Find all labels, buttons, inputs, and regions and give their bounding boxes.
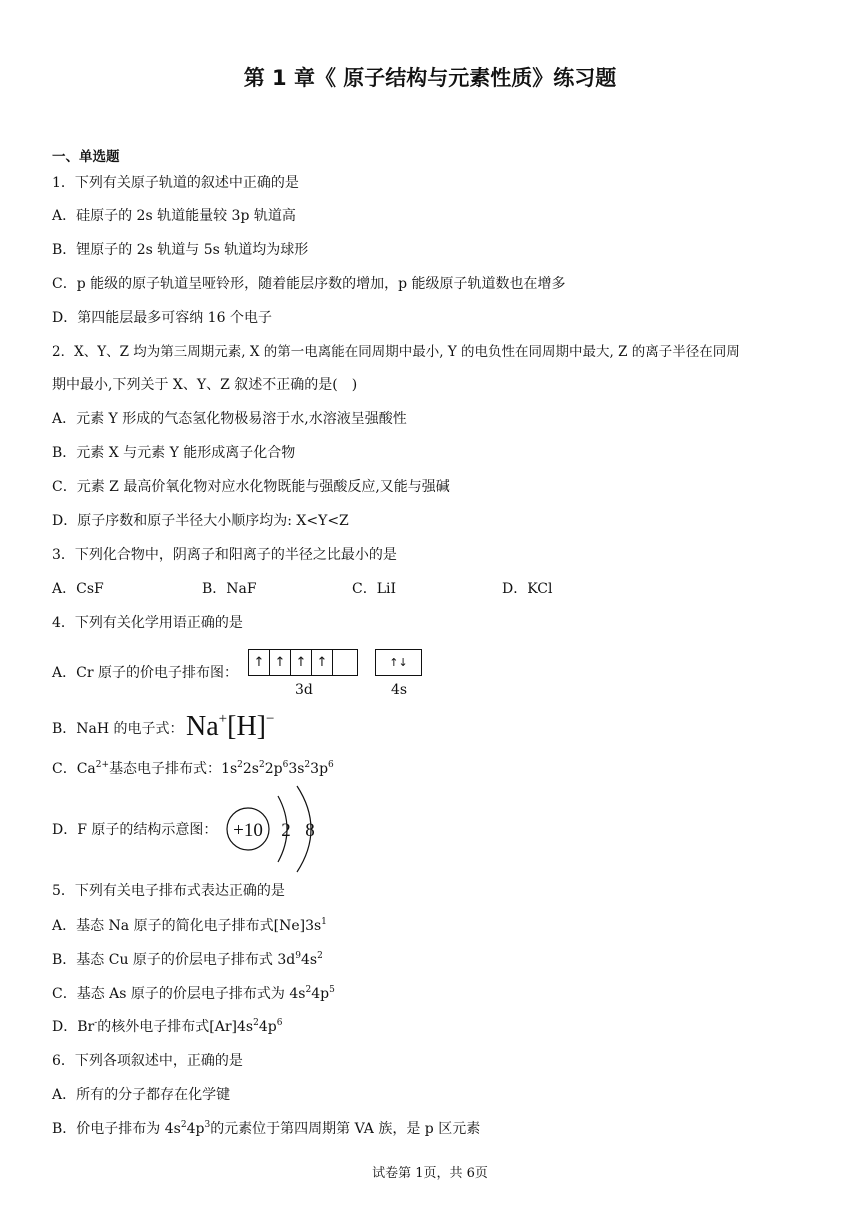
na-symbol: Na [186, 711, 219, 742]
hydride-bracket: [H] [227, 711, 266, 742]
question-6-option-a: A．所有的分子都存在化学键 [52, 1087, 231, 1103]
question-4-stem: 4．下列有关化学用语正确的是 [52, 615, 243, 631]
section-heading: 一、单选题 [52, 149, 120, 165]
question-5-stem: 5．下列有关电子排布式表达正确的是 [52, 883, 285, 899]
question-2-option-c: C．元素 Z 最高价氧化物对应水化物既能与强酸反应,又能与强碱 [52, 479, 450, 495]
question-2-stem-line2: 期中最小,下列关于 X、Y、Z 叙述不正确的是( ) [52, 377, 358, 393]
question-4-option-b: B．NaH 的电子式： [52, 721, 184, 737]
orbital-3d-label: 3d [295, 682, 313, 698]
orbital-3d-box [332, 649, 358, 676]
question-4-option-a: A．Cr 原子的价电子排布图： [52, 665, 238, 681]
nucleus-charge: +10 [233, 820, 263, 841]
question-4-option-c: C．$Ca^{2+}$基态电子排布式：$1s^22s^22p^63s^23p^6$ [52, 760, 334, 777]
question-6-stem: 6．下列各项叙述中，正确的是 [52, 1053, 243, 1069]
question-1-stem: 1．下列有关原子轨道的叙述中正确的是 [52, 175, 299, 191]
question-3-stem: 3．下列化合物中，阴离子和阳离子的半径之比最小的是 [52, 547, 397, 563]
question-2-option-d: D．原子序数和原子半径大小顺序均为: X<Y<Z [52, 513, 349, 529]
question-5-option-a: A．基态 Na 原子的简化电子排布式$[Ne]3s^1$ [52, 917, 327, 934]
orbital-3d-box: ↑ [269, 649, 291, 676]
orbital-4s-label: 4s [391, 682, 408, 698]
question-4-option-d: D．F 原子的结构示意图： [52, 822, 218, 838]
orbital-3d-box: ↑ [248, 649, 270, 676]
shell-1-electrons: 2 [281, 820, 291, 841]
orbital-3d-box: ↑ [311, 649, 333, 676]
na-charge: + [218, 711, 228, 727]
nah-electron-formula [186, 710, 274, 744]
question-3-option-d: D．KCl [502, 581, 553, 597]
orbital-4s-box: ↑↓ [375, 649, 422, 676]
question-3-option-c: C．LiI [352, 581, 397, 597]
question-6-option-b: B．价电子排布为 $4s^24p^3$的元素位于第四周期第 VA 族，是 p 区元素 [52, 1120, 481, 1137]
question-1-option-a: A．硅原子的 2s 轨道能量较 3p 轨道高 [52, 208, 296, 224]
question-2-option-b: B．元素 X 与元素 Y 能形成离子化合物 [52, 445, 296, 461]
question-1-option-d: D．第四能层最多可容纳 16 个电子 [52, 310, 272, 326]
orbital-3d-box: ↑ [290, 649, 312, 676]
shell-2-electrons: 8 [305, 820, 315, 841]
question-2-stem-line1: 2．X、Y、Z 均为第三周期元素, X 的第一电离能在同周期中最小, Y 的电负性在同周期中最大, Z 的离子半径在同周 [52, 344, 740, 360]
question-2-option-a: A．元素 Y 形成的气态氢化物极易溶于水,水溶液呈强酸性 [52, 411, 407, 427]
question-1-option-b: B．锂原子的 2s 轨道与 5s 轨道均为球形 [52, 242, 309, 258]
hydride-charge: − [266, 711, 275, 727]
question-5-option-b: B．基态 Cu 原子的价层电子排布式 $3d^94s^2$ [52, 951, 323, 968]
page-title: 第 1 章《 原子结构与元素性质》练习题 [243, 66, 617, 90]
question-1-option-c: C．p 能级的原子轨道呈哑铃形，随着能层序数的增加，p 能级原子轨道数也在增多 [52, 276, 566, 292]
question-5-option-d: D．Br-的核外电子排布式$[Ar]4s^24p^6$ [52, 1018, 283, 1035]
fluorine-atom-structure-diagram [222, 784, 322, 874]
question-3-option-b: B．NaF [202, 581, 257, 597]
question-3-option-a: A．CsF [52, 581, 104, 597]
page-footer: 试卷第 1页，共 6页 [372, 1166, 488, 1181]
question-5-option-c: C．基态 As 原子的价层电子排布式为 $4s^24p^5$ [52, 985, 335, 1002]
